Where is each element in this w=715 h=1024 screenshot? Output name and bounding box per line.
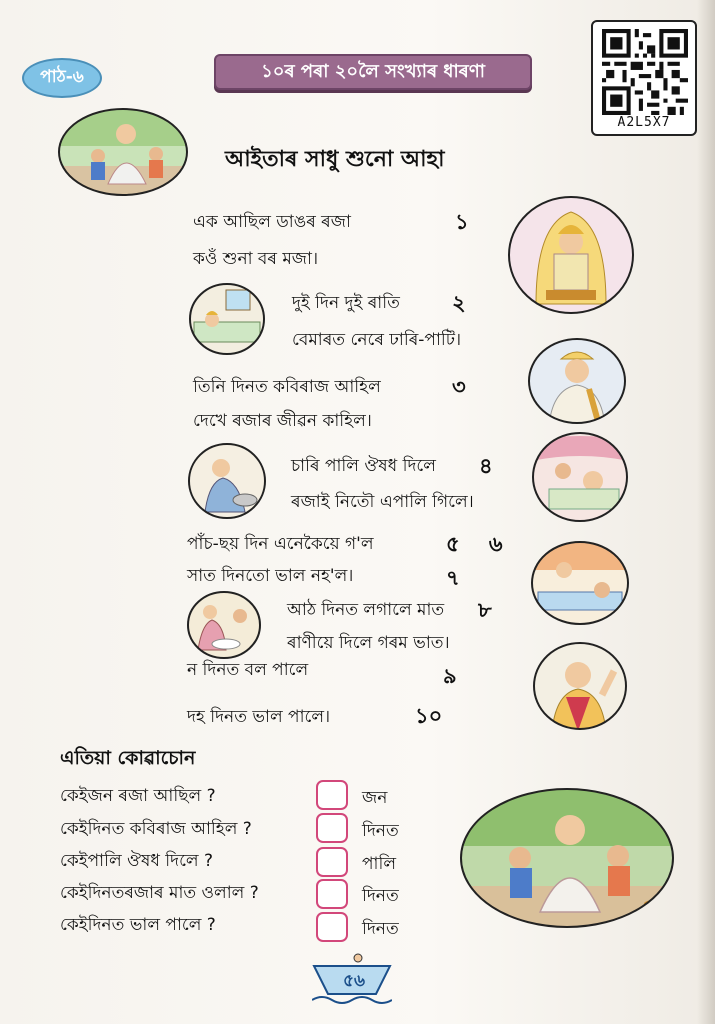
answer-unit: দিনত: [362, 821, 399, 841]
question: কেইজন ৰজা আছিল ?: [60, 786, 216, 806]
question: কেইপালি ঔষধ দিলে ?: [60, 851, 214, 871]
answer-box[interactable]: [316, 847, 348, 877]
answer-box[interactable]: [316, 813, 348, 843]
answer-box[interactable]: [316, 912, 348, 942]
qa-heading: এতিয়া কোৱাচোন: [60, 747, 196, 769]
poem-line: ৰজাই নিতৌ এপালি গিলে।: [291, 492, 474, 512]
book-spine-shadow: [697, 0, 715, 1024]
sick-king-bed-illustration: [188, 282, 266, 356]
question: কেইদিনত কবিৰাজ আহিল ?: [60, 819, 252, 839]
grandmother-with-children-illustration: [458, 786, 676, 930]
answer-unit: জন: [362, 788, 388, 808]
lesson-badge: পাঠ-৬: [22, 58, 102, 98]
answer-unit: দিনত: [362, 919, 399, 939]
qr-code-label: A2L5X7: [617, 115, 671, 130]
line-number: ৪: [479, 454, 493, 478]
poem-line: বেমাৰত নেৰে ঢাৰি-পাটি।: [292, 330, 462, 350]
poem-line: সাত দিনতো ভাল নহ'ল।: [187, 566, 354, 586]
poem-line: পাঁচ-ছয় দিন এনেকৈয়ে গ'ল: [187, 534, 374, 554]
answer-unit: পালি: [362, 854, 397, 874]
line-number: ৫ ৬: [446, 532, 503, 556]
story-heading: আইতাৰ সাধু শুনো আহা: [225, 147, 445, 172]
poem-line: দেখে ৰজাৰ জীৱন কাহিল।: [193, 411, 372, 431]
answer-unit: দিনত: [362, 886, 399, 906]
poem-line: আঠ দিনত লগালে মাত: [287, 600, 445, 620]
king-taking-medicine-illustration: [531, 431, 629, 523]
line-number: ২: [452, 291, 466, 315]
line-number: ১০: [415, 704, 443, 728]
page-number: ৫৬: [342, 971, 366, 991]
healthy-king-illustration: [532, 641, 628, 731]
poem-line: তিনি দিনত কবিৰাজ আহিল: [193, 377, 381, 397]
poem-line: দহ দিনত ভাল পালে।: [187, 707, 331, 727]
king-resting-illustration: [530, 540, 630, 626]
line-number: ৮: [478, 598, 492, 622]
poem-line: ৰাণীয়ে দিলে গৰম ভাত।: [287, 633, 450, 653]
qr-code-icon: [602, 29, 688, 115]
kabiraj-illustration: [527, 337, 627, 425]
line-number: ৯: [443, 664, 457, 688]
qr-code-box: [591, 20, 697, 136]
king-illustration: [506, 194, 636, 316]
poem-line: দুই দিন দুই ৰাতি: [292, 293, 400, 313]
poem-line: কওঁ শুনা বৰ মজা।: [193, 249, 319, 269]
line-number: ৭: [446, 566, 460, 590]
answer-box[interactable]: [316, 879, 348, 909]
medicine-preparation-illustration: [187, 442, 267, 520]
queen-serving-rice-illustration: [186, 590, 262, 660]
poem-line: ন দিনত বল পালে: [187, 660, 309, 680]
poem-line: এক আছিল ডাঙৰ ৰজা: [193, 212, 351, 232]
question: কেইদিনতৰজাৰ মাত ওলাল ?: [60, 883, 259, 903]
poem-line: চাৰি পালি ঔষধ দিলে: [291, 456, 436, 476]
answer-box[interactable]: [316, 780, 348, 810]
grandmother-storytelling-illustration: [56, 106, 190, 198]
line-number: ১: [455, 210, 469, 234]
line-number: ৩: [452, 375, 466, 399]
question: কেইদিনত ভাল পালে ?: [60, 915, 216, 935]
page-number-boat: [312, 950, 392, 1008]
page-title: ১০ৰ পৰা ২০লৈ সংখ্যাৰ ধাৰণা: [214, 54, 532, 90]
